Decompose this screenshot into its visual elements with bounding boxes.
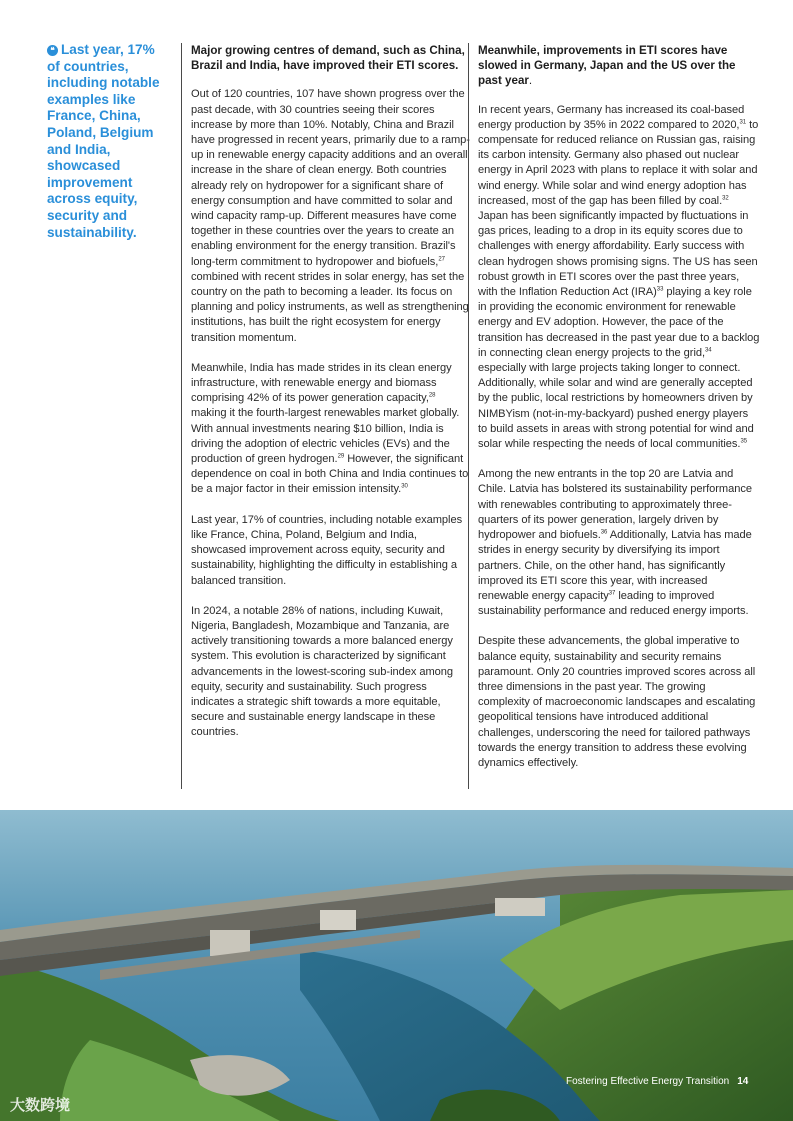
left-paragraph-3: Last year, 17% of countries, including notable examples like France, China, Poland, Belgium and India, showcased improvement across equity, security and sustainability, highlighting the difficulty in establishing a balanced transition.	[191, 513, 463, 587]
footnote-ref: 29	[337, 453, 345, 460]
footnote-ref: 31	[739, 119, 747, 126]
left-paragraph-1: Out of 120 countries, 107 have shown progress over the past decade, with 30 countries seeing their scores increase by more than 10%. Notably, China and Brazil have progressed in recent years, primarily due to a ramp-up in renewable energy capacity additions and an overall increase in the share of clean energy. Both countries already rely on hydropower for a significant share of energy consumption and have committed to solar and wind capacity ramp-up. Different measures have come together in these countries over the years to create an enabling environment for the energy transition. Brazil's long-term commitment to hydropower and biofuels,$^{27}$ combined with recent strides in solar energy, has set the country on the path to becoming a leader. Its focus on planning and policy instruments, as well as strengthening institutions, has built the right ecosystem for energy transition momentum.	[191, 88, 470, 344]
hydroelectric-dam-photo	[0, 810, 793, 1121]
footer-title: Fostering Effective Energy Transition	[566, 1076, 730, 1087]
right-column-heading: Meanwhile, improvements in ETI scores have slowed in Germany, Japan and the US over the past year.	[478, 44, 736, 88]
footnote-ref: 33	[656, 286, 664, 293]
footnote-ref: 35	[740, 438, 748, 445]
left-paragraph-4: In 2024, a notable 28% of nations, including Kuwait, Nigeria, Bangladesh, Mozambique and Tanzania, are actively transitioning towards a more balanced energy system. This evolution is characterized by significant advancements in the lowest-scoring sub-index among equity, security and sustainability. Such progress indicates a strategic shift towards a more equitable, secure and sustainable energy landscape in these countries.	[191, 604, 454, 739]
footnote-ref: 32	[722, 195, 729, 202]
right-paragraph-2: Among the new entrants in the top 20 are Latvia and Chile. Latvia has bolstered its sustainability performance with renewables contributing to approximately three-quarters of its power generation, largely driven by hydropower and biofuels.$^{36}$ Additionally, Latvia has made strides in energy security by diversifying its import partners. Chile, on the other hand, has significantly improved its ETI score this year, with increased renewable energy capacity$^{37}$ leading to improved sustainability performance and reduced energy imports.	[478, 468, 752, 618]
footnote-ref: 30	[401, 483, 408, 490]
page-number: 14	[737, 1076, 749, 1087]
quote-icon: ❝	[47, 45, 58, 56]
footnote-ref: 27	[438, 255, 445, 262]
pull-quote-text: Last year, 17% of countries, including notable examples like France, China, Poland, Belgium and India, showcased improvement across equity, security and sustainability.	[47, 42, 160, 240]
footnote-ref: 37	[608, 590, 616, 597]
watermark-logo	[10, 1094, 70, 1115]
page-footer	[566, 1076, 748, 1087]
sidebar-pull-quote	[47, 42, 169, 241]
right-text-column	[468, 43, 760, 789]
footnote-ref: 34	[705, 347, 712, 354]
left-paragraph-2: Meanwhile, India has made strides in its clean energy infrastructure, with renewable energy and biomass comprising 42% of its power generation capacity,$^{28}$ making it the fourth-largest renewables market globally. With annual investments nearing $10 billion, India is driving the adoption of electric vehicles (EVs) and the production of green hydrogen.$^{29}$ However, the significant dependence on coal in both China and India continues to be a major factor in their emission intensity.$^{30}$	[191, 361, 469, 496]
watermark-text: 大数跨境	[10, 1097, 71, 1114]
left-column-heading: Major growing centres of demand, such as China, Brazil and India, have improved their ETI scores.	[191, 44, 465, 73]
footnote-ref: 36	[600, 529, 608, 536]
footnote-ref: 28	[428, 392, 436, 399]
right-paragraph-3: Despite these advancements, the global imperative to balance equity, sustainability and security remains paramount. Only 20 countries improved scores across all three dimensions in the past year. The growing complexity of macroeconomic landscapes and escalating geopolitical tensions have introduced additional challenges, underscoring the need for tailored pathways towards the energy transition to address these evolving dynamics effectively.	[478, 635, 756, 769]
left-text-column	[181, 43, 472, 789]
right-paragraph-1: In recent years, Germany has increased its coal-based energy production by 35% in 2022 compared to 2020,31 to compensate for reduced reliance on Russian gas, raising its carbon intensity. Germany also phased out nuclear energy in April 2023 with plans to replace it with solar and wind energy. While solar and wind energy adoption has increased, most of the gap has been filled by coal.$^{32}$ Japan has been significantly impacted by fluctuations in gas prices, leading to a drop in its equity scores due to challenges with energy affordability. Early success with clean hydrogen shows promising signs. The US has seen robust growth in ETI scores over the past three years, with the Inflation Reduction Act (IRA)$^{33}$ playing a key role in providing the economic environment for renewable energy and EV adoption. However, the pace of the transition has decreased in the past year due to a backlog in connecting clean energy projects to the grid,$^{34}$ especially with large projects taking longer to connect. Additionally, while solar and wind are generally accepted by the public, local restrictions by homeowners driven by NIMBYism (not-in-my-backyard) pushed energy players to build assets in areas with strong potential for wind and solar while respecting the needs of local communities.$^{35}$	[478, 103, 760, 451]
